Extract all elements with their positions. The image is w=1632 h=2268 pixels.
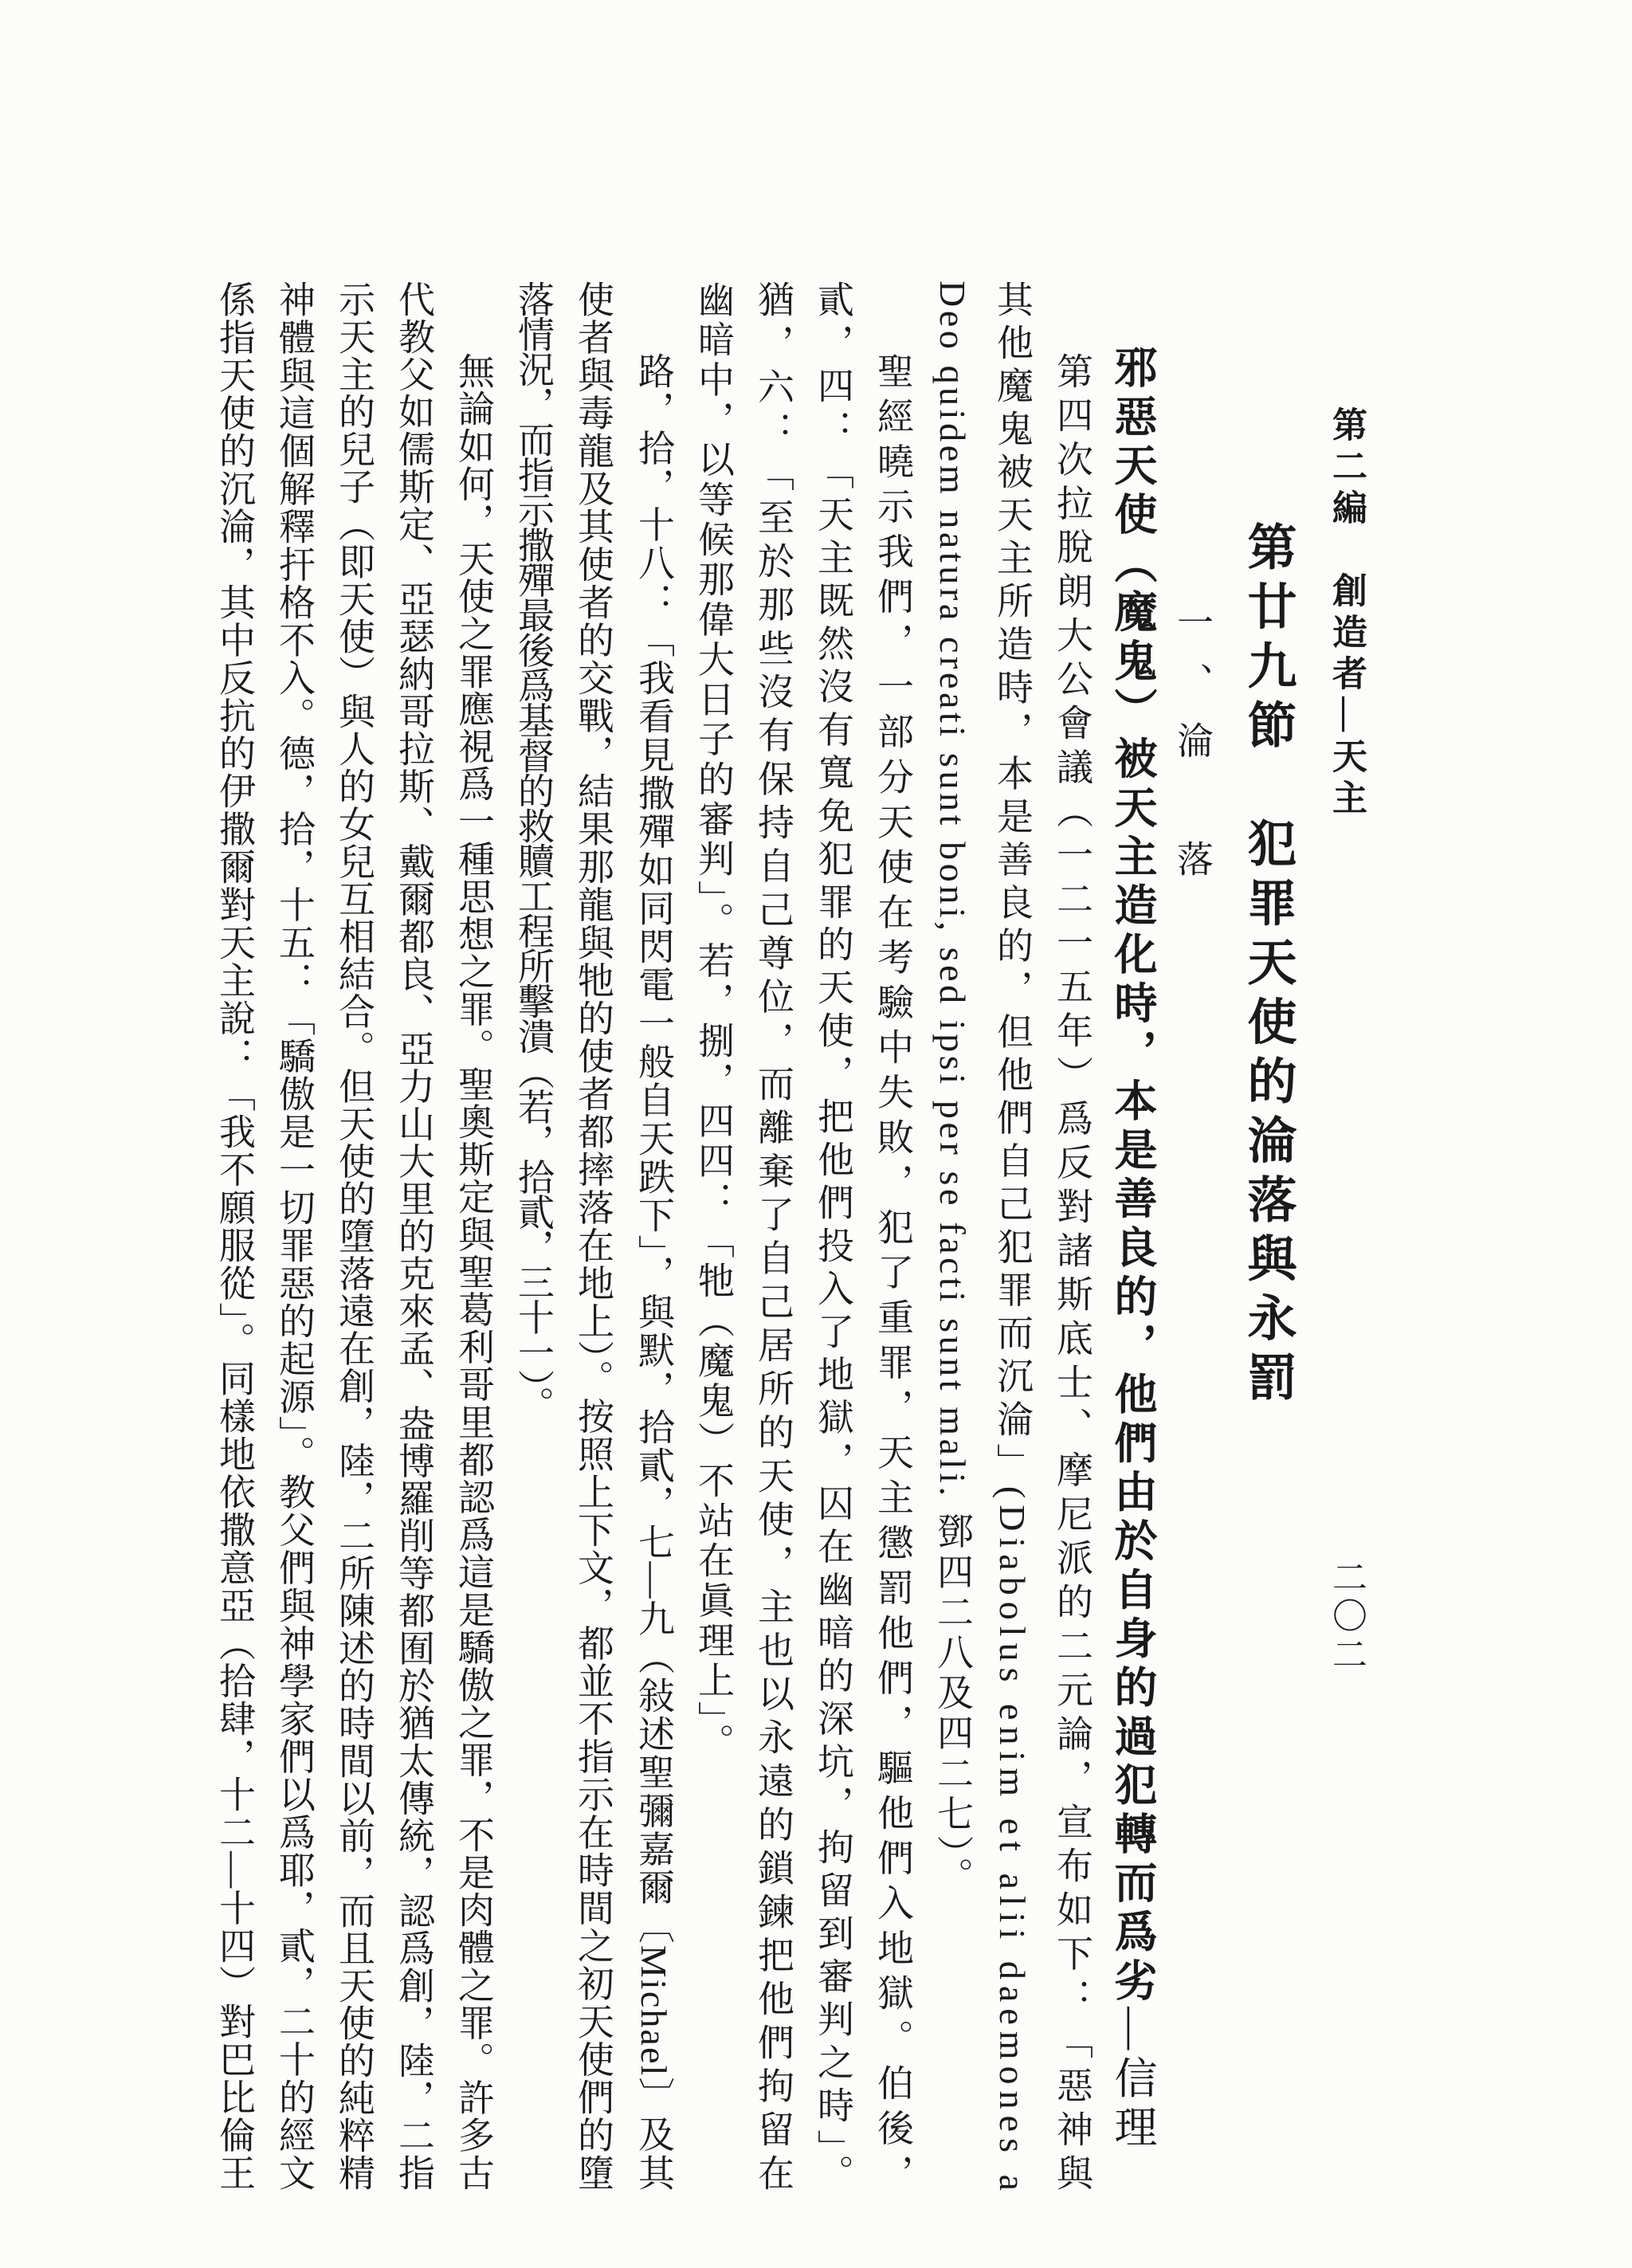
text-line <box>628 352 679 2191</box>
thesis-line <box>1108 345 1156 2153</box>
text-line-content: 其他魔鬼被天主所造時，本是善良的，但他們自己犯罪而沉淪」(Diabolus enim et alii daemones a <box>992 281 1033 2198</box>
thesis-heading <box>1107 345 1158 2154</box>
text-line-content: 落情況，而指示撒殫最後爲基督的救贖工程所擊潰（若，拾貳，三十一）。 <box>513 281 554 1421</box>
text-line <box>747 281 798 2198</box>
text-line <box>1046 352 1097 2199</box>
text-line <box>388 281 439 2191</box>
text-line-content: 係指天使的沉淪，其中反抗的伊撒爾對天主說：「我不願服從」。同樣地依撒意亞（拾肆，十二—十四）對巴比倫王 <box>214 281 255 2192</box>
subsection-title <box>1167 603 1218 900</box>
text-line <box>269 281 320 2191</box>
section-title-text: 第廿九節 犯罪天使的淪落與永罰 <box>1240 521 1294 1411</box>
text-line <box>807 281 858 2197</box>
text-line-content: 第四次拉脫朗大公會議（一二一五年）爲反對諸斯底士、摩尼派的二元論，宣布如下：「惡神與 <box>1052 352 1093 2199</box>
text-line-content: 幽暗中，以等候那偉大日子的審判」。若，捌，四四：「牠（魔鬼）不站在眞理上」。 <box>693 281 734 1764</box>
text-line <box>688 281 739 1764</box>
text-line <box>927 281 978 1897</box>
text-line <box>508 281 559 1422</box>
running-head <box>1320 406 1371 821</box>
text-line-content: 神體與這個解釋扞格不入。德，拾，十五：「驕傲是一切罪惡的起源」。教父們與神學家們以爲耶，貳，二十的經文 <box>274 281 315 2192</box>
page-number <box>1320 1559 1371 1675</box>
page-number-text: 二〇二 <box>1327 1559 1366 1675</box>
text-line <box>867 352 918 2199</box>
text-line-content: 路，拾，十八：「我看見撒殫如同閃電一般自天跌下」，與默，拾貳，七—九（敍述聖彌嘉爾〔Michael〕及其 <box>634 352 674 2192</box>
thesis-text: 邪惡天使（魔鬼）被天主造化時，本是善良的，他們由於自身的過犯轉而爲劣 <box>1108 345 1156 2007</box>
text-line <box>209 281 260 2191</box>
text-line-content: 無論如何，天使之罪應視爲一種思想之罪。聖奧斯定與聖葛利哥里都認爲這是驕傲之罪，不是肉體之罪。許多古 <box>453 352 494 2191</box>
text-line-content: 貳，四：「天主既然沒有寬免犯罪的天使，把他們投入了地獄，囚在幽暗的深坑，拘留到審判之時」。 <box>813 281 853 2197</box>
section-title <box>1238 521 1296 1411</box>
thesis-note: —信理 <box>1108 2007 1156 2154</box>
subsection-title-text: 一、淪 落 <box>1172 603 1213 900</box>
text-line-content: 猶，六：「至於那些沒有保持自己尊位，而離棄了自己居所的天使，主也以永遠的鎖鍊把他們拘留在 <box>753 281 794 2198</box>
text-line <box>987 281 1038 2198</box>
text-line-content: 示天主的兒子（即天使）與人的女兒互相結合。但天使的墮落遠在創，陸，二所陳述的時間以前，而且天使的純粹精 <box>334 281 375 2192</box>
text-line <box>567 281 618 2191</box>
text-line <box>328 281 379 2191</box>
text-line <box>448 352 499 2191</box>
text-line-content: 代教父如儒斯定、亞瑟納哥拉斯、戴爾都良、亞力山大里的克來孟、盎博羅削等都囿於猶太傳統，認爲創，陸，二指 <box>394 281 434 2192</box>
text-line-content: 聖經曉示我們，一部分天使在考驗中失敗，犯了重罪，天主懲罰他們，驅他們入地獄。伯後， <box>873 352 913 2199</box>
running-head-text: 第二編 創造者—天主 <box>1327 406 1366 821</box>
text-line-content: 使者與毒龍及其使者的交戰，結果那龍與牠的使者都摔落在地上）。按照上下文，都並不指示在時間之初天使們的墮 <box>573 281 614 2192</box>
text-line-content: Deo quidem natura creati sunt boni, sed ipsi per se facti sunt mali. 鄧四二八及四二七）。 <box>932 281 973 1897</box>
